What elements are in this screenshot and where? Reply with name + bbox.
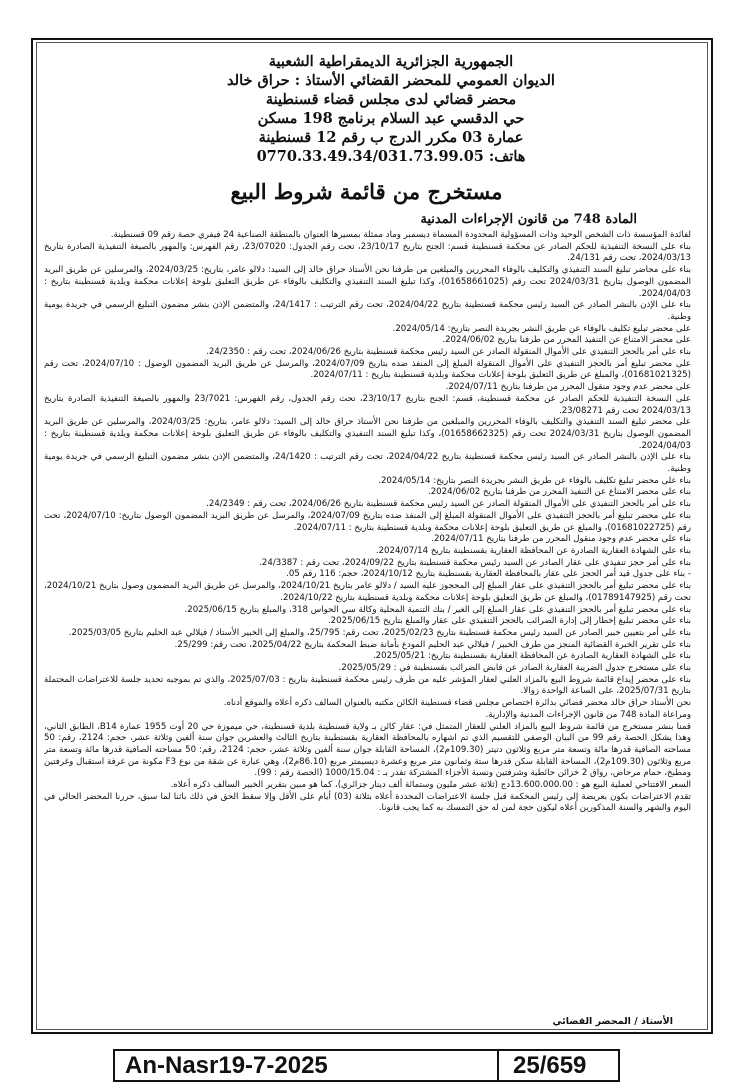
notice-paragraph: بناء على محضر تبليغ أمر بالحجز التنفيذي على عقار المبلغ إلى الغير / بنك التنمية المحلية وكالة سي الحواس 318، والمبلغ بتاريخ 2025/06/15. [184,604,691,615]
notice-paragraph: بناء على تقرير الخبرة القضائية المنجز من طرف الخبير / فيلالي عبد الحليم المودع بأمانة ضبط المحكمة بتاريخ 2025/04/22، تحت رقم: 25/299. [174,639,691,650]
document-title: مستخرج من قائمة شروط البيع [230,179,503,204]
notice-paragraph: بناء على محضر الامتناع عن التنفيذ المحرر من طرفنا بتاريخ 2024/06/02. [427,487,691,498]
notice-paragraph: بناء على أمر بالحجز التنفيذي على الأموال المنقولة الصادر عن السيد رئيس محكمة قسنطينة بتاريخ 2024/06/26، تحت رقم : 24/2350. [206,347,691,358]
notice-paragraph: قمنا بنشر مستخرج من قائمة شروط البيع بالمزاد العلني للعقار المتمثل في: عقار كائن بـ ولاية قسنطينة بلدية قسنطينة، حي ميموزة حي 20 أوت 1955 عمارة B14، الطابق الثاني، وهذا يشكل الحصة رقم 99 من البيان الوصفي للتقسيم الذي تم اشهاره بالمحافظة العقارية بقسنطينة بتاريخ الثالث والعشرين جوان سنة ألفين وثلاثة عشر، حجم: 2124، رقم: 50 مساحته الصافية قدرها مائة وتسعة متر مربع وثلاثون دتيتر (109.30م2)، المساحة القابلة جوان سنة ألفين وثلاثة عشر، حجم: 2124، رقم: 50 مساحته الصافية قدرها مائة وتسعة متر مربع وثلاثون (109.30م2)، المساحة القابلة سكن قدرها ستة وثمانون متر مربع وعشرة ديسيمتر مربع (86.10م2)، وهي عبارة عن شقة من نوع F3 مكونة من غرفة استقبال وغرفتين ومطبخ، حمام مرحاض، رواق 2 خزائن حائطية وشرفتين ونسبة الأجزاء المشتركة تقدر بـ : 1000/15.04 (الحصة رقم : 99). [44,721,691,779]
notice-paragraph: على محضر الامتناع عن التنفيذ المحرر من طرفنا بتاريخ 2024/06/02. [442,335,691,346]
notice-paragraph: تقدم الاعتراضات بكون بعريضة إلى رئيس المحكمة قبل جلسة الاعتراضات المحددة أعلاه بثلاثة (03) أيام على الأقل وإلا سقط الحق في ذلك باثنا لما سبق، حررنا المحضر الحالي في اليوم والشهر والسنة المذكورين أعلاه ليكون حجة لمن له حق التمسك به كما يجب قانونا. [44,791,691,814]
signature-label: الأستاذ / المحضر القضائي [552,1016,673,1027]
letterhead-line-4: حي الدقسي عبد السلام برنامج 198 مسكن [257,110,525,127]
notice-paragraph: بناء على مستخرج جدول الضريبة العقارية الصادر عن قابض الضرائب بقسنطينة في : 2025/05/29. [338,663,691,674]
notice-paragraph: على النسخة التنفيذية للحكم الصادر عن محكمة قسنطينة، قسم: الجنح بتاريخ 23/10/17، تحت رقم الجدول، رقم الفهرس: 23/7021 والمهور بالصيغة التنفيذية الصادرة بتاريخ 2024/03/13 تحت رقم 23/08271. [44,393,691,416]
publication-footer [113,1049,620,1082]
notice-paragraph: لفائدة المؤسسة ذات الشخص الوحيد وذات المسؤولية المحدودة المسماة ديسمبر وماد ممثلة بمسيرها العنوان بالمنطقة الصناعية 24 فيفري حصة رقم 09 قسنطينة. [110,230,691,240]
notice-paragraph: على محضر تبليغ السند التنفيذي والتكليف بالوفاء المحررين والمبلغين من طرفنا نحن الأستاذ حراق خالد إلى السيد: دلالو عامر، بتاريخ: 2024/03/25، والمرسلين عن طريق البريد المضمون الوصول بتاريخ 2024/03/31 تحت رقم (01658662325)، وكذا تبليغ السند التنفيذي والتكليف بالوفاء عن طريق التعليق بلوحة إعلانات محكمة وبلدية قسنطينة بتاريخ : 2024/04/03. [44,417,691,451]
notice-paragraph: بناء على الشهادة العقارية الصادرة عن المحافظة العقارية بقسنطينة بتاريخ 2024/07/14. [375,545,691,556]
notice-paragraph: بناء على أمر بتعيين خبير الصادر عن السيد رئيس محكمة قسنطينة بتاريخ 2025/02/23، تحت رقم: 25/795، والمبلغ إلى الخبير الأستاذ / فيلالي عبد الحليم بتاريخ 2025/03/05. [68,627,691,638]
letterhead-line-5: عمارة 03 مكرر الدرج ب رقم 12 قسنطينة [258,129,524,146]
notice-paragraph: على محضر تبليغ أمر بالحجز التنفيذي على الأموال المنقولة المبلغ إلى المنفذ ضده بتاريخ 2024/07/09، والمرسل عن طريق البريد المضمون الوصول : 2024/07/10، تحت رقم (01681021325)، والمبلغ عن طريق التعليق بلوحة إعلانات محكمة وبلدية قسنطينة بتاريخ : 2024/07/11. [44,358,691,381]
notice-paragraph: نحن الأستاذ حراق خالد محضر قضائي بدائرة اختصاص مجلس قضاء قسنطينة الكائن مكتبه بالعنوان السالف ذكره أعلاه والموقع أدناه. [223,698,691,709]
footer-divider [497,1051,499,1080]
notice-paragraph: بناء على محضر تبليغ أمر بالحجز التنفيذي على عقار المبلغ إلى المحجوز عليه السيد / دلالو عامر بتاريخ 2024/10/21، والمرسل عن طريق البريد المضمون وصول بتاريخ 2024/10/21، تحت رقم (01789147925)، والمبلغ عن طريق التعليق بلوحة إعلانات محكمة وبلدية قسنطينة بتاريخ 2024/10/22. [44,581,691,603]
letterhead-line-1: الجمهورية الجزائرية الديمقراطية الشعبية [268,53,514,70]
notice-number: 25/659 [513,1052,587,1079]
notice-paragraph: ومراعاة المادة 748 من قانون الإجراءات المدنية والإدارية. [485,709,691,720]
legal-article-heading: المادة 748 من قانون الإجراءات المدنية [420,212,637,227]
notice-paragraph: على محضر تبليغ تكليف بالوفاء عن طريق النشر بجريدة النصر بتاريخ: 2024/05/14. [392,323,691,334]
notice-paragraph: بناء على الشهادة العقارية الصادرة عن المحافظة العقارية بقسنطينة بتاريخ: 2025/05/21. [372,651,691,662]
notice-paragraph: بناء على محضر عدم وجود منقول المحرر من طرفنا بتاريخ 2024/07/11. [431,534,691,545]
publication-date: An-Nasr19-7-2025 [125,1052,328,1079]
notice-paragraph: بناء على محاضر تبليغ السند التنفيذي والتكليف بالوفاء المحررين والمبلغين من طرفنا نحن الأستاذ حراق خالد إلى السيد: دلالو عامر، بتاريخ: 2024/03/25، والمرسلين عن طريق البريد المضمون الوصول بتاريخ 2024/03/31 تحت رقم (01658661025)، وكذا تبليغ السند التنفيذي والتكليف بالوفاء عن طريق التعليق بلوحة إعلانات محكمة وبلدية قسنطينة بتاريخ : 2024/04/03. [44,265,691,299]
notice-body [44,230,691,1028]
notice-paragraph: على محضر عدم وجود منقول المحرر من طرفنا بتاريخ 2024/07/11. [445,382,691,393]
notice-paragraph: بناء على أمر بالحجز التنفيذي على الأموال المنقولة الصادر عن السيد رئيس محكمة قسنطينة بتاريخ 2024/06/26، تحت رقم : 24/2349. [206,499,691,510]
notice-paragraph: بناء على محضر إيداع قائمة شروط البيع بالمزاد العلني لعقار المؤشر عليه من طرف رئيس محكمة قسنطينة بتاريخ : 2025/07/03، والذي تم بموجبه تحديد جلسة للاعتراضات المحتملة بتاريخ 2025/07/31، على الساعة الواحدة زوالا. [44,674,691,697]
letterhead-phone: هاتف: 0770.33.49.34/031.73.99.05 [256,148,526,165]
notice-paragraph: - بناء على جدول قيد أمر الحجز على عقار بالمحافظة العقارية بقسنطينة بتاريخ 2024/10/12، حجم: 116 رقم 05. [286,569,691,580]
notice-paragraph: بناء على محضر تبليغ تكليف بالوفاء عن طريق النشر بجريدة النصر بتاريخ: 2024/05/14. [378,475,691,486]
notice-paragraph: بناء على محضر تبليغ أمر بالحجز التنفيذي على الأموال المنقولة المبلغ إلى المنفذ ضده بتاريخ 2024/07/09، والمرسل عن طريق البريد المضمون الوصول بتاريخ: 2024/07/10، تحت رقم (01681022725)، والمبلغ عن طريق التعليق بلوحة إعلانات محكمة وبلدية قسنطينة بتاريخ : 2024/07/11. [44,510,691,533]
notice-paragraph: السعر الافتتاحي لعملية البيع هو : 13.600.000.00دج (ثلاثة عشر مليون وستمائة ألف دينار جزائري)، كما هو مبين بتقرير الخبير السالف ذكره أعلاه. [170,780,691,791]
notice-paragraph: بناء على النسخة التنفيذية للحكم الصادر عن محكمة قسنطينة قسم: الجنح بتاريخ 23/10/17، تحت رقم الجدول: 23/07020، رقم الفهرس: والمهور بالصيغة التنفيذية الصادرة بتاريخ 2024/03/13، تحت رقم 24/131. [44,241,691,264]
notice-paragraph: بناء على الإذن بالنشر الصادر عن السيد رئيس محكمة قسنطينة بتاريخ 2024/04/22، تحت رقم الترتيب : 24/1420، والمتضمن الإذن بنشر مضمون التبليغ الرسمي في جريدة يومية وطنية. [44,452,691,475]
letterhead-line-2: الديوان العمومي للمحضر القضائي الأستاذ : حراق خالد [227,72,555,89]
letterhead-line-3: محضر قضائي لدى مجلس قضاء قسنطينة [265,91,517,108]
notice-paragraph: بناء على محضر تبليغ إخطار إلى إدارة الضرائب بالحجز التنفيذي على عقار والمبلغ بتاريخ 2025/06/15. [327,616,691,627]
letterhead [111,52,671,166]
notice-paragraph: بناء على الإذن بالنشر الصادر عن السيد رئيس محكمة قسنطينة بتاريخ 2024/04/22، تحت رقم الترتيب : 24/1417، والمتضمن الإذن بنشر مضمون التبليغ الرسمي في جريدة يومية وطنية. [44,300,691,322]
notice-paragraph: بناء على أمر حجز تنفيذي على عقار الصادر عن السيد رئيس محكمة قسنطينة بتاريخ 2024/09/22، تحت رقم : 24/3387. [259,557,691,568]
